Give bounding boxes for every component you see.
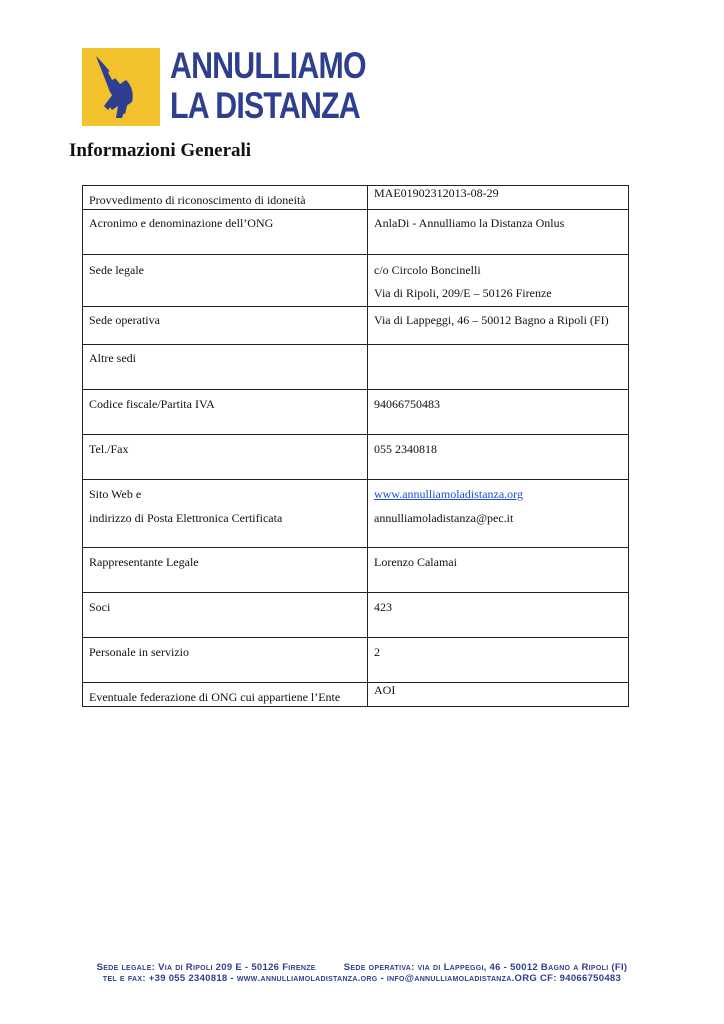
table-row <box>83 683 629 707</box>
row-label: Codice fiscale/Partita IVA <box>83 390 368 435</box>
row-value: 055 2340818 <box>368 435 629 480</box>
hands-logo-icon <box>82 48 160 126</box>
row-value: Lorenzo Calamai <box>368 548 629 593</box>
row-label: Rappresentante Legale <box>83 548 368 593</box>
info-table <box>82 185 629 707</box>
table-row <box>83 435 629 480</box>
row-value: 94066750483 <box>368 390 629 435</box>
row-label: Soci <box>83 593 368 638</box>
row-label: Provvedimento di riconoscimento di idoneità <box>83 186 368 210</box>
footer-line-2: tel e fax: +39 055 2340818 - www.annulliamoladistanza.org - info@annulliamoladistanza.ORG CF: 94066750483 <box>102 973 622 984</box>
row-label: Sede operativa <box>83 307 368 345</box>
table-row <box>83 307 629 345</box>
page-title: Informazioni Generali <box>69 140 252 161</box>
row-label: Eventuale federazione di ONG cui appartiene l’Ente <box>83 683 368 707</box>
logo-text <box>170 46 366 126</box>
row-label: Sede legale <box>83 255 368 307</box>
logo-line-2: LA DISTANZA <box>170 85 360 126</box>
website-link[interactable]: www.annulliamoladistanza.org <box>374 487 523 501</box>
row-label: Altre sedi <box>83 345 368 390</box>
footer-line-1 <box>0 962 724 973</box>
table-row <box>83 480 629 548</box>
table-row <box>83 390 629 435</box>
logo-line-1: ANNULLIAMO <box>170 45 366 86</box>
row-value: AnlaDi - Annulliamo la Distanza Onlus <box>368 210 629 255</box>
row-value: www.annulliamoladistanza.org annulliamoladistanza@pec.it <box>368 480 629 548</box>
row-value: AOI <box>368 683 629 707</box>
table-row <box>83 210 629 255</box>
row-label: Sito Web e indirizzo di Posta Elettronica Certificata <box>83 480 368 548</box>
table-row <box>83 255 629 307</box>
table-row <box>83 638 629 683</box>
row-value <box>368 345 629 390</box>
row-value: 2 <box>368 638 629 683</box>
row-label: Acronimo e denominazione dell’ONG <box>83 210 368 255</box>
footer-legal-address: Sede legale: Via di Ripoli 209 E - 50126 Firenze <box>96 962 316 973</box>
table-row <box>83 593 629 638</box>
row-value: MAE01902312013-08-29 <box>368 186 629 210</box>
table-row <box>83 548 629 593</box>
row-value: Via di Lappeggi, 46 – 50012 Bagno a Ripoli (FI) <box>368 307 629 345</box>
row-value: 423 <box>368 593 629 638</box>
row-label: Personale in servizio <box>83 638 368 683</box>
logo <box>82 45 366 128</box>
table-row <box>83 186 629 210</box>
table-row <box>83 345 629 390</box>
footer-operative-address: Sede operativa: via di Lappeggi, 46 - 50012 Bagno a Ripoli (FI) <box>343 962 628 973</box>
row-label: Tel./Fax <box>83 435 368 480</box>
row-value: c/o Circolo Boncinelli Via di Ripoli, 209/E – 50126 Firenze <box>368 255 629 307</box>
